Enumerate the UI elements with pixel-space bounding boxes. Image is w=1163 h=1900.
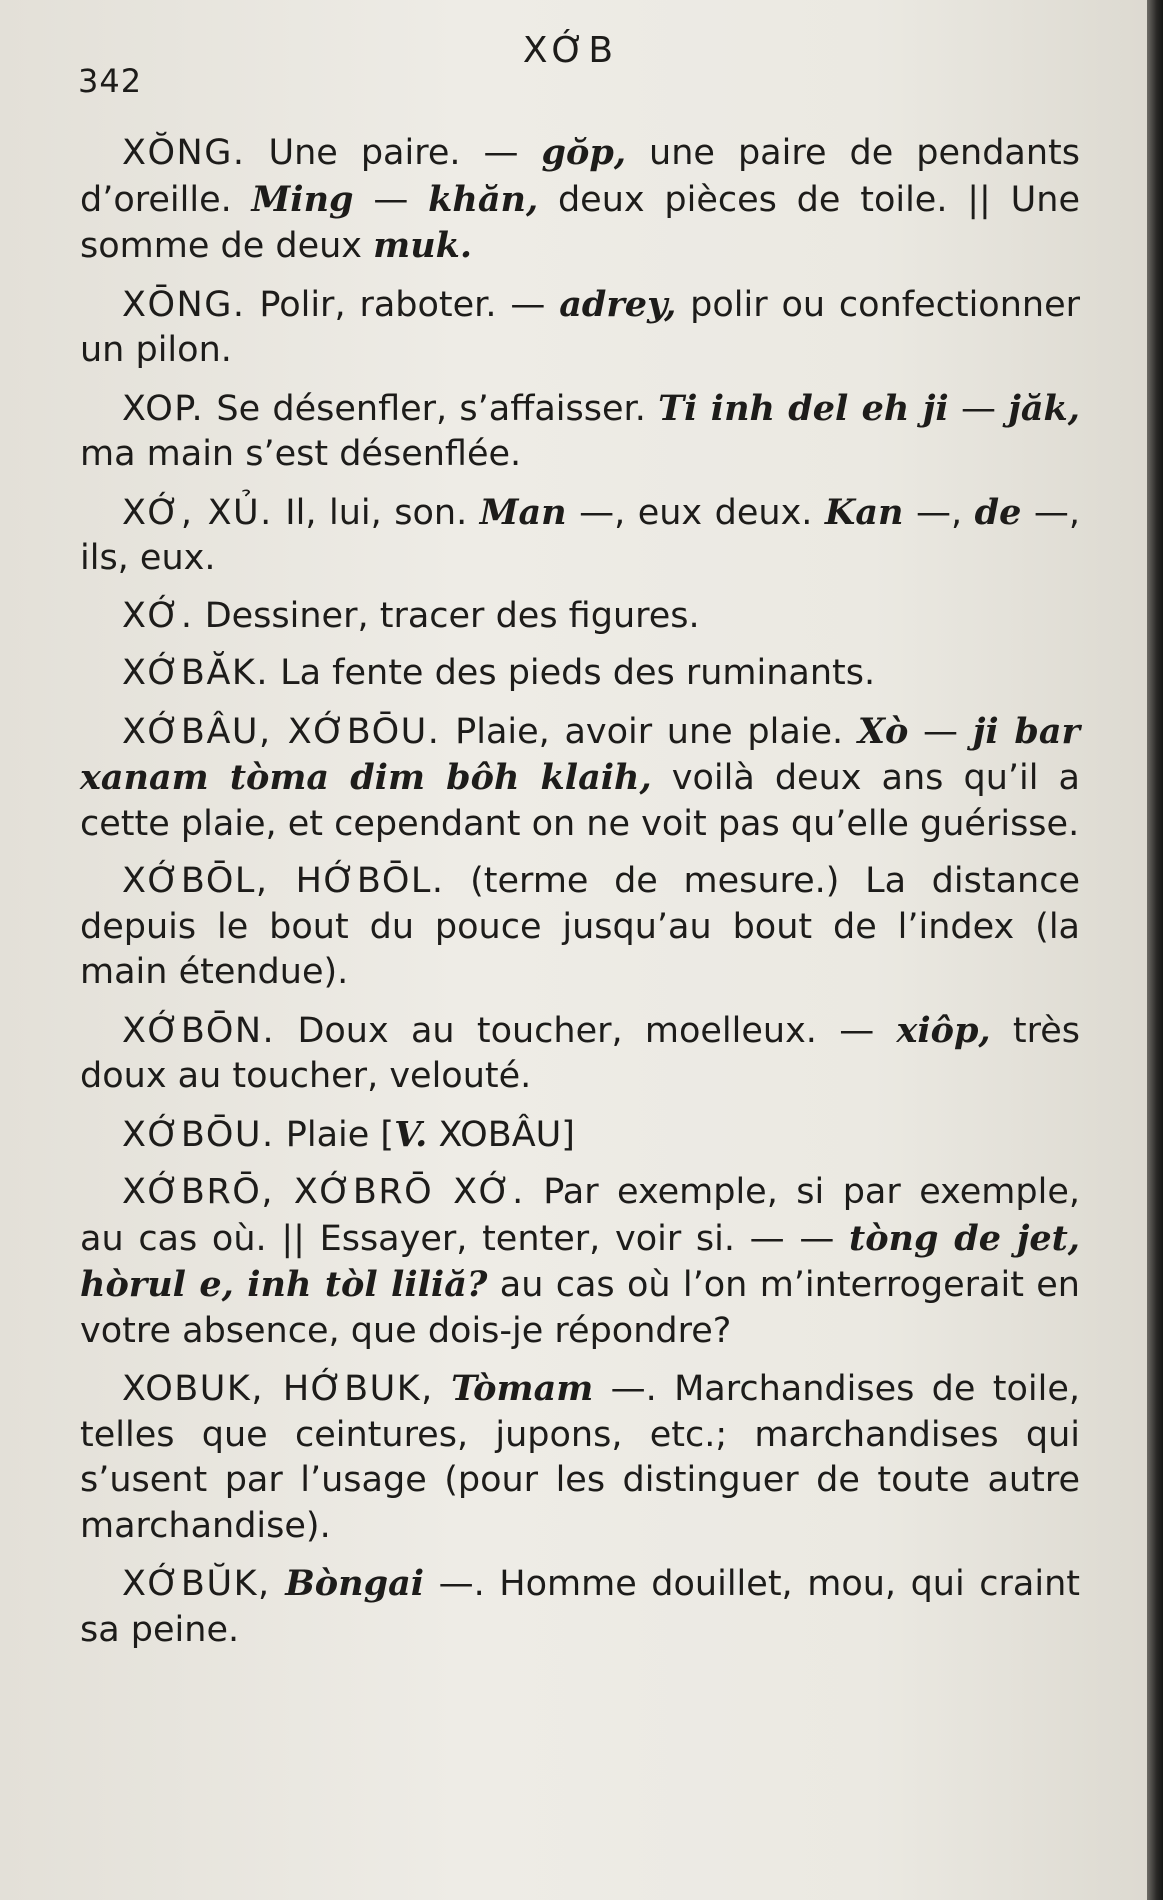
dictionary-entry xyxy=(80,651,1080,697)
entry-headword: XỚ. xyxy=(122,595,194,636)
definition-text: Doux au toucher, moelleux. — xyxy=(275,1010,897,1051)
dictionary-entry xyxy=(80,490,1080,582)
definition-text: une paire de pendants d’oreille. xyxy=(80,133,1080,220)
italic-example-text: Ti inh del eh ji xyxy=(658,387,949,429)
entry-headword: XỚBŌL, HỚBŌL. xyxy=(122,861,445,901)
entry-headword: XŎNG. xyxy=(122,133,246,173)
definition-text: au cas où l’on m’interrogerait en votre absence, que dois-je répondre? xyxy=(80,1265,1080,1351)
entry-headword: XỚBŌU. xyxy=(122,1114,275,1155)
dictionary-entry xyxy=(80,1112,1080,1159)
italic-example-text: muk. xyxy=(373,225,473,266)
definition-text: Il, lui, son. xyxy=(272,492,480,533)
definition-text: — xyxy=(908,711,973,752)
definition-text: —. Homme douillet, mou, qui craint sa peine. xyxy=(80,1564,1080,1650)
definition-text: Se désenfler, s’affaisser. xyxy=(204,388,659,429)
definition-text: Polir, raboter. — xyxy=(245,284,560,325)
italic-example-text: Ming xyxy=(251,178,354,220)
definition-text: polir ou confectionner un pilon. xyxy=(80,284,1081,370)
dictionary-entry xyxy=(80,1170,1080,1354)
entry-headword: XŌNG. xyxy=(122,284,246,325)
italic-example-text: Tòmam xyxy=(451,1368,594,1409)
definition-text: — xyxy=(948,388,1009,429)
entry-headword: XỚBRŌ, XỚBRŌ XỚ. xyxy=(122,1172,525,1212)
italic-example-text: jăk, xyxy=(1008,387,1080,429)
dictionary-entry xyxy=(80,709,1080,848)
italic-example-text: Man xyxy=(479,491,567,533)
italic-example-text: tòng de jet, hòrul e, inh tòl liliă? xyxy=(80,1217,1080,1305)
definition-text: Plaie [ xyxy=(274,1114,395,1155)
definition-text: La fente des pieds des ruminants. xyxy=(268,653,876,693)
entry-list xyxy=(80,130,1080,1665)
definition-text: ma main s’est désenflée. xyxy=(80,434,522,474)
page-number: 342 xyxy=(78,62,143,100)
entry-headword: XỚBÂU, XỚBŌU. xyxy=(122,711,441,752)
definition-text: Dessiner, tracer des figures. xyxy=(193,595,700,636)
italic-example-text: V. xyxy=(394,1113,428,1155)
definition-text: —, eux deux. xyxy=(566,492,825,533)
definition-text: deux pièces de toile. || Une somme de deux xyxy=(80,179,1080,266)
entry-headword: XOP. xyxy=(122,388,205,429)
definition-text: voilà deux ans qu’il a cette plaie, et cependant on ne voit pas qu’elle guérisse. xyxy=(80,758,1080,844)
dictionary-entry xyxy=(80,386,1080,478)
italic-example-text: ji bar xanam tòma dim bôh klaih, xyxy=(80,710,1080,798)
italic-example-text: adrey, xyxy=(559,283,677,325)
italic-example-text: Xò xyxy=(857,710,909,752)
italic-example-text: khăn, xyxy=(428,178,539,220)
definition-text: —. Marchandises de toile, telles que ceintures, jupons, etc.; marchandises qui s’usent par l’usage (pour les distinguer de toute autre marchandise). xyxy=(80,1369,1080,1546)
definition-text: XOBÂU] xyxy=(427,1114,575,1155)
italic-example-text: Bòngai xyxy=(285,1563,425,1604)
dictionary-entry xyxy=(80,282,1080,374)
definition-text xyxy=(271,1564,286,1604)
definition-text: très doux au toucher, velouté. xyxy=(80,1010,1080,1096)
dictionary-entry xyxy=(80,594,1080,640)
definition-text: —, ils, eux. xyxy=(80,492,1080,578)
entry-headword: XỚBŌN. xyxy=(122,1010,276,1051)
italic-example-text: Kan xyxy=(824,491,904,533)
entry-headword: XỚBŬK, xyxy=(122,1564,271,1604)
entry-headword: XOBUK, HỚBUK, xyxy=(122,1369,434,1409)
definition-text: (terme de mesure.) La distance depuis le bout du pouce jusqu’au bout de l’index (la main étendue). xyxy=(80,861,1080,992)
definition-text: Par exemple, si par exemple, au cas où. || Essayer, tenter, voir si. — — xyxy=(80,1172,1080,1259)
dictionary-entry xyxy=(80,1008,1080,1100)
definition-text xyxy=(434,1369,451,1409)
running-head: XỚB xyxy=(522,30,618,71)
entry-headword: XỚBĂK. xyxy=(122,653,269,693)
dictionary-entry xyxy=(80,1561,1080,1653)
italic-example-text: gŏp, xyxy=(541,132,627,173)
dictionary-entry xyxy=(80,130,1080,270)
entry-headword: XỚ, XỦ. xyxy=(122,492,273,533)
definition-text: —, xyxy=(903,492,975,533)
dictionary-entry xyxy=(80,1366,1080,1549)
definition-text: Plaie, avoir une plaie. xyxy=(440,711,858,752)
definition-text: — xyxy=(353,179,429,220)
italic-example-text: de xyxy=(974,491,1022,533)
page-edge-shadow xyxy=(1147,0,1163,1900)
definition-text: Une paire. — xyxy=(245,133,542,173)
dictionary-entry xyxy=(80,859,1080,996)
italic-example-text: xiôp, xyxy=(896,1009,991,1051)
